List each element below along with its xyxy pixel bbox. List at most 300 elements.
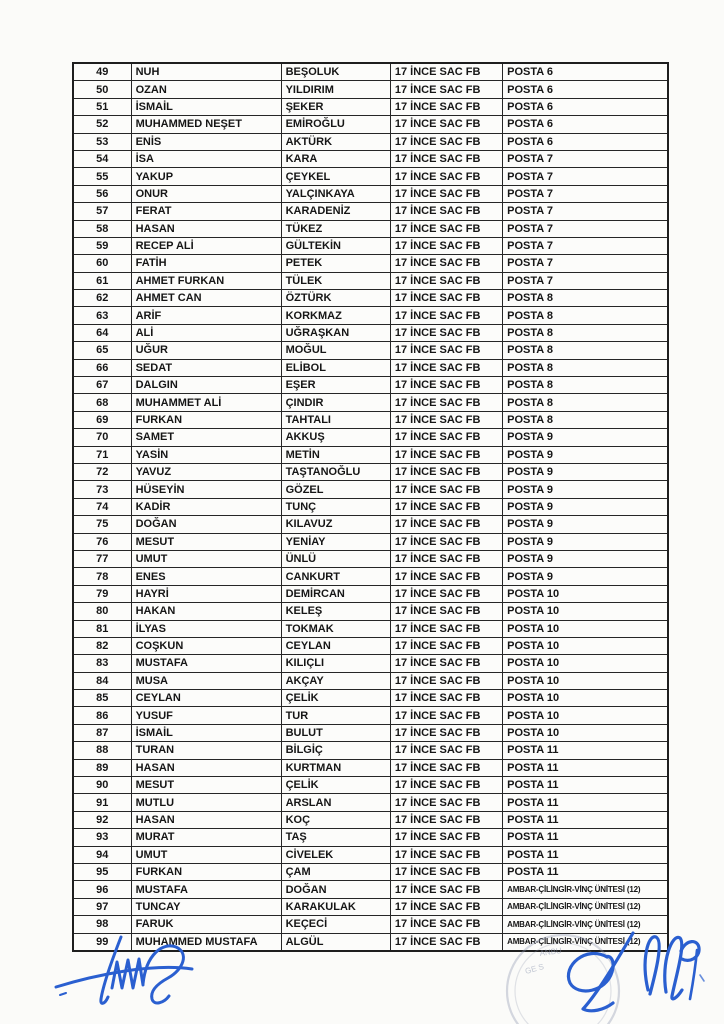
posta-cell: POSTA 6 [507, 66, 553, 79]
last-name-cell: KELEŞ [282, 603, 391, 619]
posta-cell: POSTA 7 [507, 187, 553, 200]
unit-cell: 17 İNCE SAC FB [391, 621, 503, 637]
row-number-cell: 49 [74, 64, 132, 80]
unit-cell: 17 İNCE SAC FB [391, 81, 503, 97]
posta-cell: POSTA 8 [507, 344, 553, 357]
unit-cell: 17 İNCE SAC FB [391, 325, 503, 341]
posta-cell: POSTA 8 [507, 292, 553, 305]
first-name-cell: FURKAN [132, 412, 282, 428]
first-name-cell: ARİF [132, 307, 282, 323]
first-name-cell: İSMAİL [132, 99, 282, 115]
first-name-cell: MUSTAFA [132, 655, 282, 671]
first-name-cell: HAYRİ [132, 586, 282, 602]
posta-cell: POSTA 10 [507, 622, 560, 635]
row-number-cell: 98 [74, 916, 132, 932]
table-row [74, 238, 667, 255]
row-number-cell: 84 [74, 673, 132, 689]
last-name-cell: ÖZTÜRK [282, 290, 391, 306]
unit-cell: 17 İNCE SAC FB [391, 899, 503, 915]
first-name-cell: OZAN [132, 81, 282, 97]
row-number-cell: 63 [74, 307, 132, 323]
first-name-cell: ONUR [132, 186, 282, 202]
row-number-cell: 59 [74, 238, 132, 254]
row-number-cell: 79 [74, 586, 132, 602]
posta-cell: POSTA 10 [507, 605, 560, 618]
last-name-cell: TÜKEZ [282, 221, 391, 237]
posta-cell: POSTA 9 [507, 570, 553, 583]
table-row [74, 325, 667, 342]
first-name-cell: DOĞAN [132, 516, 282, 532]
row-number-cell: 70 [74, 429, 132, 445]
posta-cell: POSTA 10 [507, 640, 560, 653]
unit-cell: 17 İNCE SAC FB [391, 255, 503, 271]
last-name-cell: EŞER [282, 377, 391, 393]
posta-cell: POSTA 9 [507, 500, 553, 513]
posta-cell: POSTA 10 [507, 709, 560, 722]
unit-cell: 17 İNCE SAC FB [391, 203, 503, 219]
unit-cell: 17 İNCE SAC FB [391, 151, 503, 167]
posta-cell: POSTA 6 [507, 83, 553, 96]
unit-cell: 17 İNCE SAC FB [391, 516, 503, 532]
table-row [74, 638, 667, 655]
row-number-cell: 53 [74, 134, 132, 150]
posta-cell: POSTA 7 [507, 240, 553, 253]
unit-cell: 17 İNCE SAC FB [391, 307, 503, 323]
stamp-text-fragment: ANBU [539, 945, 563, 958]
last-name-cell: ARSLAN [282, 794, 391, 810]
last-name-cell: CİVELEK [282, 847, 391, 863]
posta-cell: POSTA 8 [507, 361, 553, 374]
unit-cell: 17 İNCE SAC FB [391, 586, 503, 602]
unit-cell: 17 İNCE SAC FB [391, 99, 503, 115]
unit-cell: 17 İNCE SAC FB [391, 377, 503, 393]
unit-cell: 17 İNCE SAC FB [391, 186, 503, 202]
row-number-cell: 92 [74, 812, 132, 828]
posta-cell: POSTA 8 [507, 396, 553, 409]
row-number-cell: 55 [74, 168, 132, 184]
first-name-cell: ENİS [132, 134, 282, 150]
table-row [74, 916, 667, 933]
table-row [74, 377, 667, 394]
row-number-cell: 95 [74, 864, 132, 880]
personnel-table [72, 62, 669, 952]
row-number-cell: 80 [74, 603, 132, 619]
last-name-cell: KURTMAN [282, 760, 391, 776]
last-name-cell: ALGÜL [282, 934, 391, 950]
posta-cell: AMBAR-ÇİLİNGİR-VİNÇ ÜNİTESİ (12) [507, 885, 641, 895]
table-row [74, 777, 667, 794]
table-row [74, 203, 667, 220]
posta-cell: POSTA 10 [507, 692, 560, 705]
first-name-cell: COŞKUN [132, 638, 282, 654]
posta-cell: POSTA 11 [507, 744, 559, 757]
first-name-cell: FARUK [132, 916, 282, 932]
table-row [74, 168, 667, 185]
last-name-cell: KARADENİZ [282, 203, 391, 219]
first-name-cell: MUHAMMED MUSTAFA [132, 934, 282, 950]
first-name-cell: TURAN [132, 742, 282, 758]
posta-cell: POSTA 11 [507, 779, 559, 792]
unit-cell: 17 İNCE SAC FB [391, 238, 503, 254]
last-name-cell: AKKUŞ [282, 429, 391, 445]
last-name-cell: DOĞAN [282, 881, 391, 897]
last-name-cell: PETEK [282, 255, 391, 271]
row-number-cell: 54 [74, 151, 132, 167]
posta-cell: AMBAR-ÇİLİNGİR-VİNÇ ÜNİTESİ (12) [507, 902, 641, 912]
row-number-cell: 82 [74, 638, 132, 654]
table-row [74, 64, 667, 81]
posta-cell: POSTA 9 [507, 483, 553, 496]
posta-cell: POSTA 7 [507, 274, 553, 287]
table-row [74, 534, 667, 551]
unit-cell: 17 İNCE SAC FB [391, 638, 503, 654]
posta-cell: POSTA 9 [507, 518, 553, 531]
row-number-cell: 62 [74, 290, 132, 306]
table-row [74, 568, 667, 585]
table-row [74, 412, 667, 429]
table-row [74, 812, 667, 829]
last-name-cell: YILDIRIM [282, 81, 391, 97]
unit-cell: 17 İNCE SAC FB [391, 794, 503, 810]
row-number-cell: 66 [74, 360, 132, 376]
row-number-cell: 64 [74, 325, 132, 341]
unit-cell: 17 İNCE SAC FB [391, 568, 503, 584]
last-name-cell: ÇEYKEL [282, 168, 391, 184]
unit-cell: 17 İNCE SAC FB [391, 499, 503, 515]
first-name-cell: FERAT [132, 203, 282, 219]
first-name-cell: FURKAN [132, 864, 282, 880]
last-name-cell: TAŞ [282, 829, 391, 845]
last-name-cell: CANKURT [282, 568, 391, 584]
last-name-cell: KEÇECİ [282, 916, 391, 932]
first-name-cell: TUNCAY [132, 899, 282, 915]
posta-cell: POSTA 9 [507, 431, 553, 444]
unit-cell: 17 İNCE SAC FB [391, 847, 503, 863]
row-number-cell: 87 [74, 725, 132, 741]
row-number-cell: 81 [74, 621, 132, 637]
unit-cell: 17 İNCE SAC FB [391, 603, 503, 619]
row-number-cell: 60 [74, 255, 132, 271]
unit-cell: 17 İNCE SAC FB [391, 690, 503, 706]
table-row [74, 690, 667, 707]
last-name-cell: YALÇINKAYA [282, 186, 391, 202]
row-number-cell: 93 [74, 829, 132, 845]
posta-cell: POSTA 8 [507, 379, 553, 392]
row-number-cell: 99 [74, 934, 132, 950]
unit-cell: 17 İNCE SAC FB [391, 551, 503, 567]
row-number-cell: 85 [74, 690, 132, 706]
unit-cell: 17 İNCE SAC FB [391, 273, 503, 289]
row-number-cell: 73 [74, 481, 132, 497]
table-row [74, 673, 667, 690]
last-name-cell: EMİROĞLU [282, 116, 391, 132]
unit-cell: 17 İNCE SAC FB [391, 464, 503, 480]
posta-cell: POSTA 7 [507, 153, 553, 166]
posta-cell: POSTA 6 [507, 118, 553, 131]
row-number-cell: 94 [74, 847, 132, 863]
row-number-cell: 90 [74, 777, 132, 793]
posta-cell: POSTA 7 [507, 257, 553, 270]
row-number-cell: 57 [74, 203, 132, 219]
table-row [74, 621, 667, 638]
posta-cell: POSTA 8 [507, 414, 553, 426]
first-name-cell: NUH [132, 64, 282, 80]
unit-cell: 17 İNCE SAC FB [391, 916, 503, 932]
posta-cell: POSTA 9 [507, 448, 553, 461]
last-name-cell: ÇAM [282, 864, 391, 880]
table-row [74, 586, 667, 603]
table-row [74, 186, 667, 203]
last-name-cell: KILIÇLI [282, 655, 391, 671]
posta-cell: POSTA 7 [507, 222, 553, 235]
posta-cell: POSTA 8 [507, 327, 553, 340]
unit-cell: 17 İNCE SAC FB [391, 481, 503, 497]
unit-cell: 17 İNCE SAC FB [391, 64, 503, 80]
table-row [74, 725, 667, 742]
posta-cell: POSTA 9 [507, 553, 553, 566]
row-number-cell: 77 [74, 551, 132, 567]
table-row [74, 255, 667, 272]
row-number-cell: 72 [74, 464, 132, 480]
last-name-cell: KORKMAZ [282, 307, 391, 323]
stamp-text-fragment: GE S [524, 961, 545, 976]
first-name-cell: MESUT [132, 534, 282, 550]
unit-cell: 17 İNCE SAC FB [391, 412, 503, 428]
row-number-cell: 67 [74, 377, 132, 393]
first-name-cell: HASAN [132, 221, 282, 237]
unit-cell: 17 İNCE SAC FB [391, 221, 503, 237]
posta-cell: POSTA 9 [507, 466, 553, 479]
last-name-cell: UĞRAŞKAN [282, 325, 391, 341]
first-name-cell: DALGIN [132, 377, 282, 393]
last-name-cell: YENİAY [282, 534, 391, 550]
last-name-cell: TUNÇ [282, 499, 391, 515]
first-name-cell: MESUT [132, 777, 282, 793]
table-row [74, 499, 667, 516]
posta-cell: POSTA 7 [507, 170, 553, 183]
unit-cell: 17 İNCE SAC FB [391, 116, 503, 132]
first-name-cell: YAKUP [132, 168, 282, 184]
row-number-cell: 61 [74, 273, 132, 289]
first-name-cell: MUTLU [132, 794, 282, 810]
last-name-cell: DEMİRCAN [282, 586, 391, 602]
unit-cell: 17 İNCE SAC FB [391, 760, 503, 776]
first-name-cell: CEYLAN [132, 690, 282, 706]
posta-cell: AMBAR-ÇİLİNGİR-VİNÇ ÜNİTESİ (12) [507, 937, 641, 947]
posta-cell: POSTA 10 [507, 587, 560, 600]
posta-cell: POSTA 6 [507, 135, 553, 148]
unit-cell: 17 İNCE SAC FB [391, 534, 503, 550]
unit-cell: 17 İNCE SAC FB [391, 360, 503, 376]
table-row [74, 360, 667, 377]
first-name-cell: MURAT [132, 829, 282, 845]
unit-cell: 17 İNCE SAC FB [391, 447, 503, 463]
first-name-cell: İLYAS [132, 621, 282, 637]
first-name-cell: UĞUR [132, 342, 282, 358]
row-number-cell: 78 [74, 568, 132, 584]
first-name-cell: ALİ [132, 325, 282, 341]
table-row [74, 394, 667, 411]
table-row [74, 655, 667, 672]
last-name-cell: TAŞTANOĞLU [282, 464, 391, 480]
first-name-cell: MUSTAFA [132, 881, 282, 897]
table-row [74, 934, 667, 950]
first-name-cell: HASAN [132, 760, 282, 776]
posta-cell: POSTA 11 [507, 848, 559, 861]
posta-cell: POSTA 11 [507, 796, 559, 809]
table-row [74, 603, 667, 620]
table-row [74, 829, 667, 846]
posta-cell: POSTA 10 [507, 674, 560, 687]
first-name-cell: MUSA [132, 673, 282, 689]
first-name-cell: MUHAMMED NEŞET [132, 116, 282, 132]
row-number-cell: 76 [74, 534, 132, 550]
posta-cell: POSTA 10 [507, 657, 560, 670]
unit-cell: 17 İNCE SAC FB [391, 655, 503, 671]
row-number-cell: 97 [74, 899, 132, 915]
last-name-cell: KARAKULAK [282, 899, 391, 915]
last-name-cell: ÇELİK [282, 777, 391, 793]
first-name-cell: UMUT [132, 551, 282, 567]
unit-cell: 17 İNCE SAC FB [391, 707, 503, 723]
table-row [74, 899, 667, 916]
first-name-cell: RECEP ALİ [132, 238, 282, 254]
table-row [74, 116, 667, 133]
last-name-cell: TOKMAK [282, 621, 391, 637]
first-name-cell: UMUT [132, 847, 282, 863]
posta-cell: POSTA 8 [507, 309, 553, 322]
table-row [74, 447, 667, 464]
last-name-cell: CEYLAN [282, 638, 391, 654]
row-number-cell: 74 [74, 499, 132, 515]
unit-cell: 17 İNCE SAC FB [391, 134, 503, 150]
unit-cell: 17 İNCE SAC FB [391, 829, 503, 845]
table-row [74, 481, 667, 498]
table-row [74, 551, 667, 568]
table-row [74, 516, 667, 533]
row-number-cell: 51 [74, 99, 132, 115]
last-name-cell: TAHTALI [282, 412, 391, 428]
first-name-cell: AHMET CAN [132, 290, 282, 306]
first-name-cell: HASAN [132, 812, 282, 828]
first-name-cell: MUHAMMET ALİ [132, 394, 282, 410]
last-name-cell: KILAVUZ [282, 516, 391, 532]
table-row [74, 134, 667, 151]
unit-cell: 17 İNCE SAC FB [391, 742, 503, 758]
row-number-cell: 68 [74, 394, 132, 410]
last-name-cell: GÜLTEKİN [282, 238, 391, 254]
unit-cell: 17 İNCE SAC FB [391, 812, 503, 828]
row-number-cell: 50 [74, 81, 132, 97]
table-row [74, 429, 667, 446]
row-number-cell: 69 [74, 412, 132, 428]
first-name-cell: İSMAİL [132, 725, 282, 741]
first-name-cell: İSA [132, 151, 282, 167]
last-name-cell: ELİBOL [282, 360, 391, 376]
first-name-cell: YUSUF [132, 707, 282, 723]
table-row [74, 342, 667, 359]
table-row [74, 794, 667, 811]
first-name-cell: HAKAN [132, 603, 282, 619]
unit-cell: 17 İNCE SAC FB [391, 777, 503, 793]
table-row [74, 881, 667, 898]
row-number-cell: 86 [74, 707, 132, 723]
unit-cell: 17 İNCE SAC FB [391, 394, 503, 410]
table-row [74, 221, 667, 238]
row-number-cell: 89 [74, 760, 132, 776]
first-name-cell: SEDAT [132, 360, 282, 376]
row-number-cell: 88 [74, 742, 132, 758]
first-name-cell: FATİH [132, 255, 282, 271]
first-name-cell: YAVUZ [132, 464, 282, 480]
row-number-cell: 71 [74, 447, 132, 463]
row-number-cell: 91 [74, 794, 132, 810]
last-name-cell: AKÇAY [282, 673, 391, 689]
unit-cell: 17 İNCE SAC FB [391, 168, 503, 184]
last-name-cell: KOÇ [282, 812, 391, 828]
table-row [74, 81, 667, 98]
row-number-cell: 83 [74, 655, 132, 671]
last-name-cell: BULUT [282, 725, 391, 741]
posta-cell: POSTA 9 [507, 535, 553, 548]
table-row [74, 707, 667, 724]
first-name-cell: YASİN [132, 447, 282, 463]
row-number-cell: 56 [74, 186, 132, 202]
unit-cell: 17 İNCE SAC FB [391, 342, 503, 358]
last-name-cell: BEŞOLUK [282, 64, 391, 80]
posta-cell: POSTA 6 [507, 100, 553, 113]
last-name-cell: METİN [282, 447, 391, 463]
unit-cell: 17 İNCE SAC FB [391, 934, 503, 950]
table-row [74, 307, 667, 324]
row-number-cell: 58 [74, 221, 132, 237]
last-name-cell: ÜNLÜ [282, 551, 391, 567]
row-number-cell: 96 [74, 881, 132, 897]
last-name-cell: ŞEKER [282, 99, 391, 115]
table-row [74, 151, 667, 168]
row-number-cell: 52 [74, 116, 132, 132]
unit-cell: 17 İNCE SAC FB [391, 864, 503, 880]
last-name-cell: BİLGİÇ [282, 742, 391, 758]
last-name-cell: ÇINDIR [282, 394, 391, 410]
unit-cell: 17 İNCE SAC FB [391, 673, 503, 689]
first-name-cell: ENES [132, 568, 282, 584]
last-name-cell: KARA [282, 151, 391, 167]
posta-cell: POSTA 11 [507, 813, 559, 826]
last-name-cell: AKTÜRK [282, 134, 391, 150]
row-number-cell: 65 [74, 342, 132, 358]
posta-cell: POSTA 11 [507, 761, 559, 774]
last-name-cell: GÖZEL [282, 481, 391, 497]
table-row [74, 290, 667, 307]
table-row [74, 742, 667, 759]
first-name-cell: SAMET [132, 429, 282, 445]
table-row [74, 847, 667, 864]
unit-cell: 17 İNCE SAC FB [391, 429, 503, 445]
unit-cell: 17 İNCE SAC FB [391, 290, 503, 306]
last-name-cell: MOĞUL [282, 342, 391, 358]
posta-cell: POSTA 11 [507, 866, 559, 879]
first-name-cell: HÜSEYİN [132, 481, 282, 497]
table-row [74, 464, 667, 481]
table-row [74, 760, 667, 777]
table-row [74, 864, 667, 881]
unit-cell: 17 İNCE SAC FB [391, 881, 503, 897]
last-name-cell: TÜLEK [282, 273, 391, 289]
first-name-cell: AHMET FURKAN [132, 273, 282, 289]
last-name-cell: TUR [282, 707, 391, 723]
posta-cell: AMBAR-ÇİLİNGİR-VİNÇ ÜNİTESİ (12) [507, 919, 641, 929]
